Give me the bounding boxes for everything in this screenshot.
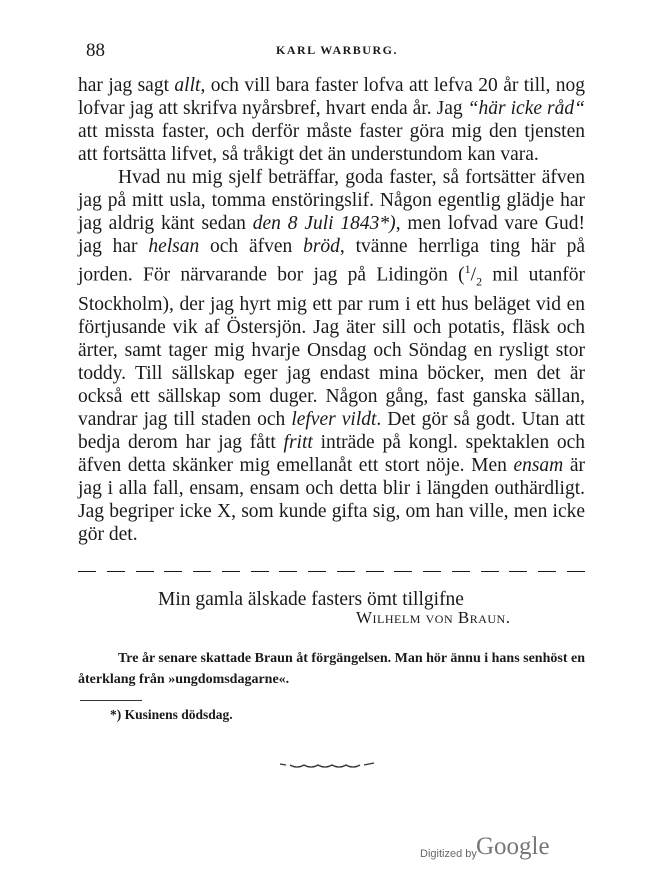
- digitized-by-label: Digitized by: [420, 848, 477, 860]
- emphasis-ensam: ensam: [513, 455, 564, 477]
- letter-body: [78, 74, 585, 546]
- ornament-icon: [278, 758, 378, 772]
- dash-separator: [78, 566, 585, 576]
- postscript-text: Tre år senare skattade Braun åt förgängelsen. Man hör ännu i hans senhöst en återklang från »ungdomsdagarne«.: [78, 651, 585, 687]
- emphasis-brod: bröd: [303, 236, 340, 257]
- fraction-numerator: 1: [464, 262, 471, 276]
- letter-closing: Min gamla älskade fasters ömt tillgifne: [158, 589, 464, 610]
- footnote-rule: [80, 700, 142, 701]
- footnote: *) Kusinens dödsdag.: [110, 707, 233, 722]
- letter-paragraph-1: har jag sagt allt, och vill bara faster lofva att lefva 20 år till, nog lofvar jag att skrifva nyårsbref, hvart enda år. Jag “här icke råd“ att missta faster, och derför måste faster göra mig den tjensten att fortsätta lifvet, så tråkigt det än understundom kan vara.: [78, 75, 585, 165]
- running-head: KARL WARBURG.: [276, 43, 398, 57]
- fraction-denominator: 2: [476, 274, 483, 289]
- letter-signature: Wilhelm von Braun.: [356, 608, 511, 627]
- page-header: [86, 40, 586, 62]
- emphasis-date: den 8 Juli 1843*): [252, 213, 396, 234]
- letter-paragraph-2: Hvad nu mig sjelf beträffar, goda faster, så fortsätter äfven jag på mitt usla, tomma enstöringslif. Någon egentlig glädje har jag aldrig känt sedan den 8 Juli 1843*), men lofvad vare Gud! jag har helsan och äfven bröd, tvänne herrliga ting här på jorden. För närvarande bor jag på Lidingön ($^1/_2$ mil utanför Stockholm), der jag hyrt mig ett par rum i ett hus beläget vid en förtjusande vik af Östersjön. Jag äter sill och potatis, fläsk och ärter, samt tager mig hvarje Onsdag och Söndag en rysligt stor toddy. Till sällskap eger jag endast mina böcker, men det är också ett sällskap som duger. Någon gång, fast ganska sällan, vandrar jag till staden och lefver vildt. Det gör så godt. Utan att bedja derom har jag fått fritt inträde på kongl. spektaklen och äfven detta skänker mig emellanåt ett stort nöje. Men ensam är jag i alla fall, ensam, ensam och detta blir i längden outhärdligt. Jag begriper icke X, som kunde gifta sig, om han ville, men icke gör det.: [78, 167, 586, 546]
- page-number: 88: [86, 40, 105, 61]
- emphasis-helsan: helsan: [148, 236, 200, 257]
- emphasis-allt: allt: [174, 75, 201, 96]
- fraction-slash: /: [470, 264, 477, 286]
- editorial-postscript: [78, 648, 585, 690]
- emphasis-fritt: fritt: [283, 432, 313, 454]
- google-logo: Google: [476, 833, 550, 860]
- emphasis-har-icke-rad: “här icke råd“: [467, 98, 585, 119]
- emphasis-lefver-vildt: lefver vildt: [291, 409, 377, 431]
